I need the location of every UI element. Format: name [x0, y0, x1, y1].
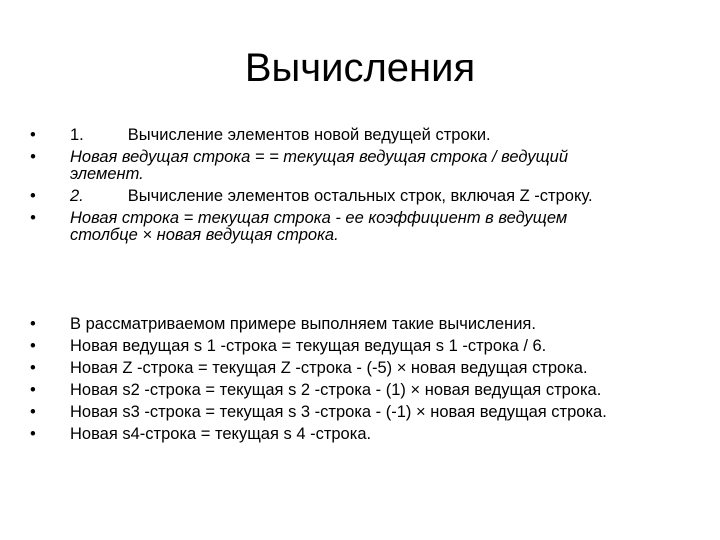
example-text: Новая ведущая s 1 -строка = текущая ведущая s 1 -строка / 6. — [70, 337, 547, 355]
list-item — [30, 335, 670, 357]
bullet-icon: • — [30, 381, 36, 399]
list-item — [30, 127, 670, 144]
example-text: Новая s3 -строка = текущая s 3 -строка - (-1) × новая ведущая строка. — [70, 403, 607, 421]
bullet-icon: • — [30, 315, 36, 333]
bullet-icon: • — [30, 425, 36, 443]
example-text: В рассматриваемом примере выполняем такие вычисления. — [70, 315, 536, 333]
formula-line: столбце × новая ведущая строка. — [70, 226, 339, 244]
list-item — [30, 149, 670, 183]
list-item — [30, 188, 670, 205]
bullet-icon: • — [30, 148, 36, 166]
bullet-icon: • — [30, 209, 36, 227]
formula-line: элемент. — [70, 165, 144, 183]
formula-line: Новая строка = текущая строка - ее коэффициент в ведущем — [70, 209, 568, 227]
example-text: Новая s2 -строка = текущая s 2 -строка - (1) × новая ведущая строка. — [70, 381, 602, 399]
step-number: 2. — [70, 187, 84, 205]
list-item — [30, 423, 670, 445]
bullet-icon: • — [30, 403, 36, 421]
list-item — [30, 357, 670, 379]
formula-line: Новая ведущая строка = = текущая ведущая строка / ведущий — [70, 148, 568, 166]
slide-title: Вычисления — [244, 46, 476, 90]
bullet-icon: • — [30, 126, 36, 144]
list-item — [30, 379, 670, 401]
bullet-list-steps — [30, 127, 670, 249]
bullet-list-example — [30, 313, 670, 445]
example-text: Новая s4-строка = текущая s 4 -строка. — [70, 425, 372, 443]
list-item — [30, 401, 670, 423]
list-item — [30, 210, 670, 244]
example-text: Новая Z -строка = текущая Z -строка - (-5) × новая ведущая строка. — [70, 359, 588, 377]
bullet-icon: • — [30, 187, 36, 205]
step-text: Вычисление элементов новой ведущей строки. — [127, 126, 491, 144]
list-item — [30, 313, 670, 335]
bullet-icon: • — [30, 359, 36, 377]
step-number: 1. — [70, 126, 84, 144]
step-text: Вычисление элементов остальных строк, включая Z -строку. — [127, 187, 593, 205]
bullet-icon: • — [30, 337, 36, 355]
